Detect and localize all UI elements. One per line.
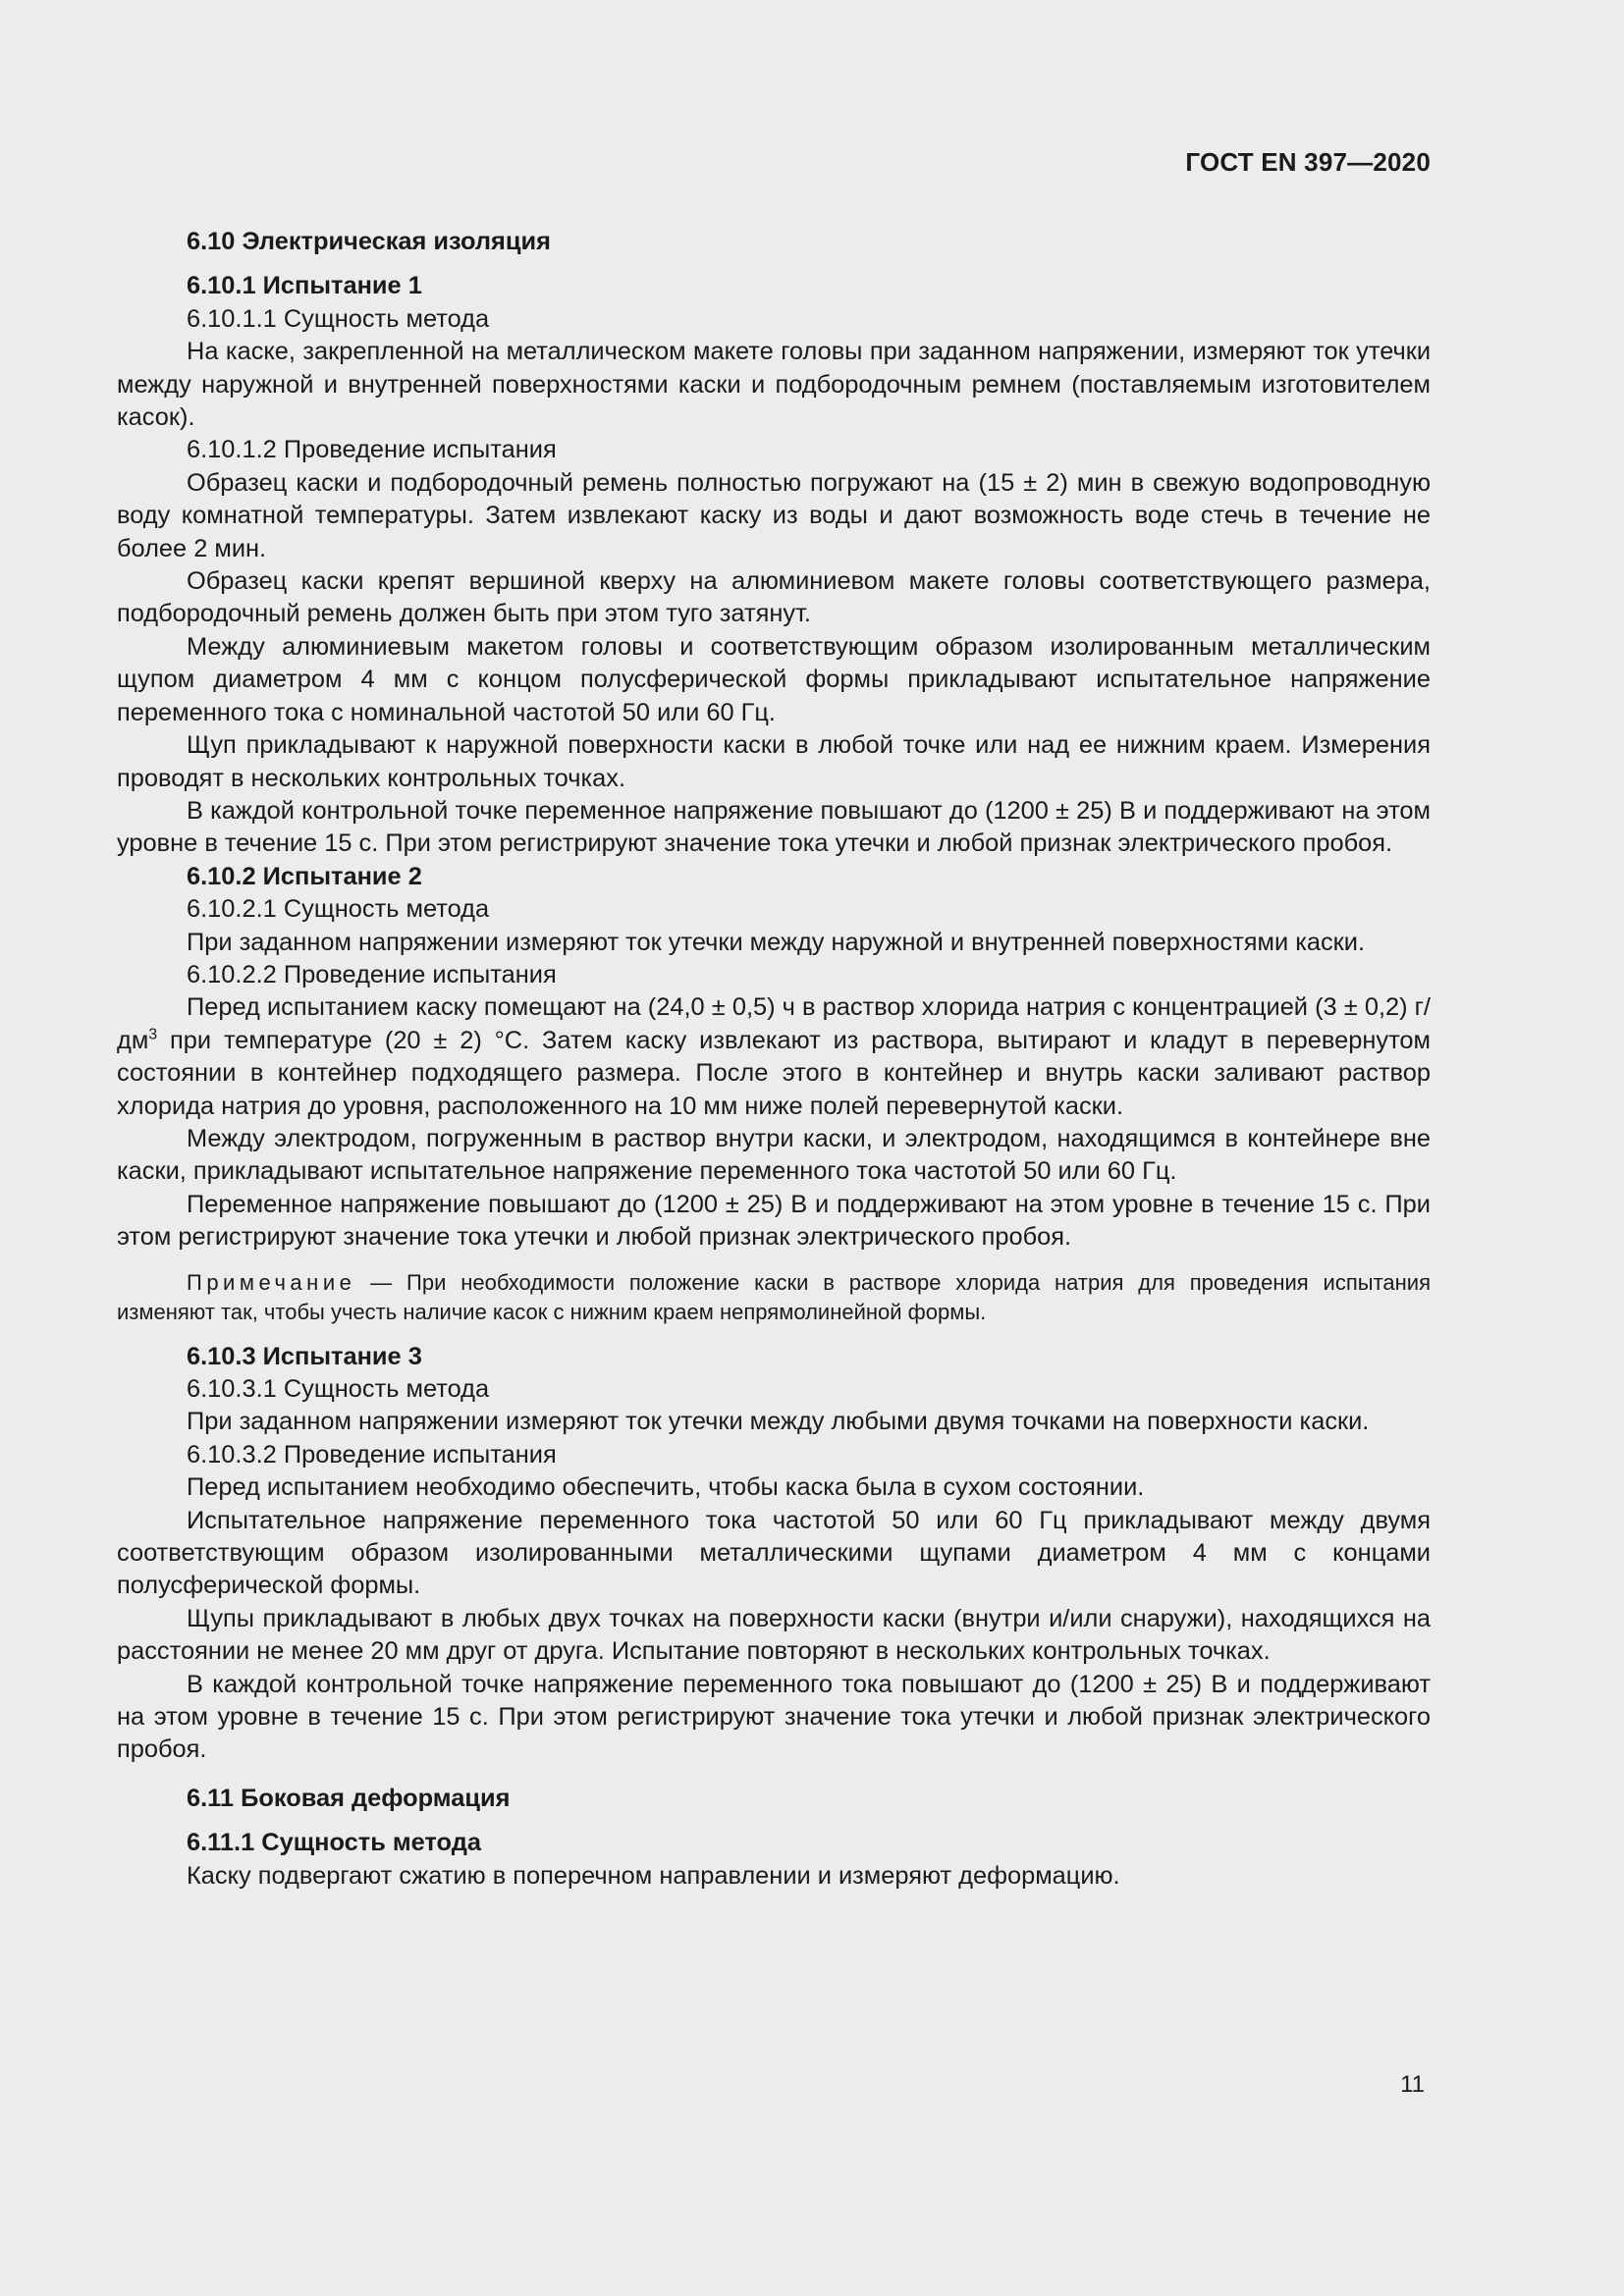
clause-heading-6-10-1-2: 6.10.1.2 Проведение испытания xyxy=(187,436,557,464)
paragraph: Щупы прикладывают в любых двух точках на поверхности каски (внутри и/или снаружи), находящихся на расстоянии не менее 20 мм друг от друга. Испытание повторяют в нескольких контрольных точках. xyxy=(117,1604,1431,1666)
clause-heading-6-10-3-1: 6.10.3.1 Сущность метода xyxy=(187,1375,490,1403)
subsection-heading-6-10-3: 6.10.3 Испытание 3 xyxy=(187,1342,422,1370)
superscript: 3 xyxy=(148,1026,158,1043)
subsection-heading-6-10-1: 6.10.1 Испытание 1 xyxy=(187,272,422,300)
clause-heading-6-10-2-2: 6.10.2.2 Проведение испытания xyxy=(187,960,557,988)
paragraph xyxy=(117,991,1431,1123)
clause-heading-6-10-2-1: 6.10.2.1 Сущность метода xyxy=(187,895,490,924)
note-label: Примечание xyxy=(187,1269,356,1295)
paragraph: Щуп прикладывают к наружной поверхности каски в любой точке или над ее нижним краем. Измерения проводят в нескольких контрольных точках. xyxy=(117,731,1431,792)
paragraph: На каске, закрепленной на металлическом макете головы при заданном напряжении, измеряют ток утечки между наружной и внутренней поверхностями каски и подбородочным ремнем (поставляемым изготовителем касок). xyxy=(117,338,1431,432)
page-content xyxy=(117,226,1431,1893)
text-run: при температуре (20 ± 2) °С. Затем каску извлекают из раствора, вытирают и кладут в перевернутом состоянии в контейнер подходящего размера. После этого в контейнер и внутрь каски заливают раствор хлорида натрия до уровня, расположенного на 10 мм ниже полей перевернутой каски. xyxy=(117,1026,1431,1120)
paragraph: Между алюминиевым макетом головы и соответствующим образом изолированным металлическим щупом диаметром 4 мм с концом полусферической формы прикладывают испытательное напряжение переменного тока с номинальной частотой 50 или 60 Гц. xyxy=(117,632,1431,726)
section-heading-6-10: 6.10 Электрическая изоляция xyxy=(187,228,551,255)
page-number: 11 xyxy=(1400,2071,1425,2098)
paragraph: В каждой контрольной точке напряжение переменного тока повышают до (1200 ± 25) В и поддерживают на этом уровне в течение 15 с. При этом регистрируют значение тока утечки и любой признак электрического пробоя. xyxy=(117,1670,1431,1764)
paragraph: Между электродом, погруженным в раствор внутри каски, и электродом, находящимся в контейнере вне каски, прикладывают испытательное напряжение переменного тока частотой 50 или 60 Гц. xyxy=(117,1124,1431,1186)
document-id: ГОСТ EN 397—2020 xyxy=(1185,147,1431,177)
subsection-heading-6-10-2: 6.10.2 Испытание 2 xyxy=(187,862,422,890)
text-run: Перед испытанием каску помещают на (24,0 ± 0,5) ч в раствор хлорида натрия с концентрацией (3 ± 0,2) г/дм xyxy=(117,993,1431,1054)
paragraph: При заданном напряжении измеряют ток утечки между наружной и внутренней поверхностями каски. xyxy=(187,928,1366,956)
note xyxy=(117,1268,1431,1327)
paragraph: Каску подвергают сжатию в поперечном направлении и измеряют деформацию. xyxy=(187,1861,1120,1890)
clause-heading-6-10-1-1: 6.10.1.1 Сущность метода xyxy=(187,304,490,333)
paragraph: Перед испытанием необходимо обеспечить, чтобы каска была в сухом состоянии. xyxy=(187,1473,1145,1502)
clause-heading-6-10-3-2: 6.10.3.2 Проведение испытания xyxy=(187,1440,557,1468)
paragraph: Переменное напряжение повышают до (1200 ± 25) В и поддерживают на этом уровне в течение 15 с. При этом регистрируют значение тока утечки и любой признак электрического пробоя. xyxy=(117,1190,1431,1252)
note-text: — При необходимости положение каски в растворе хлорида натрия для проведения испытания изменяют так, чтобы учесть наличие касок с нижним краем непрямолинейной формы. xyxy=(117,1269,1431,1324)
paragraph: В каждой контрольной точке переменное напряжение повышают до (1200 ± 25) В и поддерживают на этом уровне в течение 15 с. При этом регистрируют значение тока утечки и любой признак электрического пробоя. xyxy=(117,796,1431,858)
section-heading-6-11: 6.11 Боковая деформация xyxy=(187,1784,511,1812)
subsection-heading-6-11-1: 6.11.1 Сущность метода xyxy=(187,1829,481,1857)
paragraph: Образец каски и подбородочный ремень полностью погружают на (15 ± 2) мин в свежую водопроводную воду комнатной температуры. Затем извлекают каску из воды и дают возможность воде стечь в течение не более 2 мин. xyxy=(117,468,1431,562)
paragraph: При заданном напряжении измеряют ток утечки между любыми двумя точками на поверхности каски. xyxy=(187,1408,1370,1436)
paragraph: Испытательное напряжение переменного тока частотой 50 или 60 Гц прикладывают между двумя соответствующим образом изолированными металлическими щупами диаметром 4 мм с концами полусферической формы. xyxy=(117,1506,1431,1600)
paragraph: Образец каски крепят вершиной кверху на алюминиевом макете головы соответствующего размера, подбородочный ремень должен быть при этом туго затянут. xyxy=(117,567,1431,628)
